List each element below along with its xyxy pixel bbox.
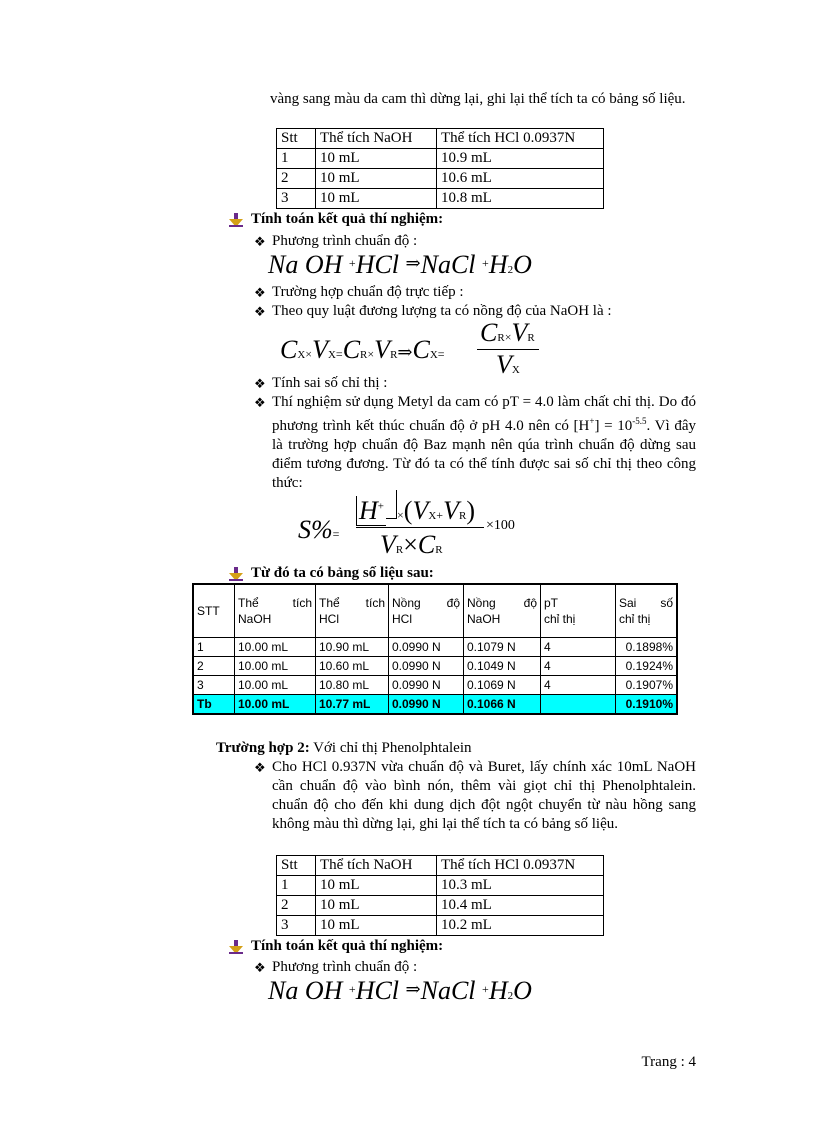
hdr-word: HCl [392,612,412,626]
table-cell: 0.1910% [616,695,678,715]
f-c: C [417,530,436,559]
f-sub: X [327,349,336,361]
table-cell: 0.1898% [616,638,678,657]
diamond-bullet-icon: ❖ [254,960,266,975]
result-header [389,584,464,638]
f-paren: ( [403,496,413,525]
eq-h: H [488,250,508,279]
f-v: V [443,496,459,525]
arrow-bullet-icon [228,212,244,228]
f-sub: X [297,349,306,361]
eq-na: Na [268,250,299,279]
table-cell: 1 [193,638,235,657]
f-sub: R [395,544,404,556]
table-row [277,149,604,169]
f-times: × [504,330,512,344]
f-sub: R [390,349,398,361]
arrow-bullet-icon [228,566,244,582]
table-cell: 10.3 mL [437,876,604,896]
eq-plus: + [482,256,489,270]
table-cell: Tb [193,695,235,715]
table-cell: 2 [193,657,235,676]
table-cell: 3 [277,916,316,936]
table-cell: 10.6 mL [437,169,604,189]
table-cell: 10 mL [316,169,437,189]
table-row [193,676,677,695]
table-cell: 4 [541,657,616,676]
eq-nacl: NaCl [420,976,476,1005]
volume-table-1 [276,128,604,209]
text-run: Thí nghiệm sử dụng Metyl da cam có pT = 4.0 làm chất chỉ thị. Do đó phương trình kết thúc chuẩn độ ở pH 4.0 nên có [H [272,394,696,434]
f-s: S% [298,515,333,544]
table-header: Stt [277,856,316,876]
f-sub: X [511,364,520,376]
table-cell: 10.60 mL [316,657,389,676]
f-eq: = [437,347,445,361]
bullet-text: Trường hợp chuẩn độ trực tiếp : [272,284,464,300]
table-cell: 10.00 mL [235,638,316,657]
hdr-word: pT [544,596,559,610]
eq-na: Na [268,976,299,1005]
hdr-word: tích [292,596,312,610]
hdr-word: chỉ thị [544,612,576,626]
table-cell: 10 mL [316,896,437,916]
hdr-word: tích [365,596,385,610]
table-row [277,896,604,916]
table-cell: 0.1079 N [464,638,541,657]
table-cell: 2 [277,896,316,916]
hdr-word: Nồng [467,596,496,610]
bullet-text: Phương trình chuẩn độ : [272,233,418,249]
eq-arrow: ⇒ [405,979,421,999]
section-heading-calc [228,211,443,228]
eq-arrow: ⇒ [405,253,421,273]
eq-plus: + [482,982,489,996]
eq-nacl: NaCl [420,250,476,279]
error-paragraph [272,393,696,493]
hdr-word: NaOH [467,612,501,626]
table-cell: 0.1907% [616,676,678,695]
table-row [277,189,604,209]
table-cell: 10.2 mL [437,916,604,936]
intro-text: vàng sang màu da cam thì dừng lại, ghi lại thể tích ta có bảng số liệu. [270,91,686,107]
table-cell: 4 [541,676,616,695]
table-cell: 0.1924% [616,657,678,676]
result-header [541,584,616,638]
hdr-word: Sai [619,596,637,610]
error-formula-numerator [356,490,475,526]
table-cell: 10.8 mL [437,189,604,209]
f-v: V [380,530,396,559]
case-label: Trường hợp 2: [216,740,310,756]
times-100: ×100 [486,518,515,533]
section-title: Tính toán kết quả thí nghiệm: [251,211,444,227]
hdr-word: độ [523,596,537,610]
case-text: Với chỉ thị Phenolphtalein [309,740,472,756]
page-number: Trang : 4 [641,1054,696,1070]
table-cell: 0.1049 N [464,657,541,676]
hdr-word: chỉ thị [619,612,651,626]
hdr-word: NaOH [238,612,272,626]
f-times: × [367,347,375,361]
f-times: × [403,530,418,559]
table-cell: 10.90 mL [316,638,389,657]
table-cell: 0.0990 N [389,657,464,676]
table-row [193,638,677,657]
table-cell: 3 [193,676,235,695]
table-cell: 3 [277,189,316,209]
table-header: Thể tích NaOH [316,856,437,876]
result-header [616,584,678,638]
eq-oh: OH [304,976,343,1005]
table-cell: 10 mL [316,189,437,209]
equivalence-formula [280,335,445,365]
table-row [277,169,604,189]
f-times: × [397,508,404,522]
table-header-row [277,856,604,876]
f-h: H [359,496,378,525]
table-cell: 0.0990 N [389,676,464,695]
table-row [193,657,677,676]
eq-hcl: HCl [355,250,400,279]
eq-sub: 2 [507,990,514,1002]
f-v: V [374,335,391,364]
reaction-equation-2 [268,976,532,1006]
f-sup: + [377,500,384,513]
eq-oh: OH [304,250,343,279]
volume-table-2 [276,855,604,936]
bullet-direct [254,283,696,302]
f-c: C [342,335,361,364]
hdr-word: độ [446,596,460,610]
hdr-word: Thể [319,596,340,610]
table-cell: 10 mL [316,916,437,936]
table-cell: 10.00 mL [235,657,316,676]
f-times: × [305,347,313,361]
f-arrow: ⇒ [397,342,413,362]
eq-sub: 2 [507,264,514,276]
bullet-equation-2 [254,958,696,977]
eq-plus: + [348,256,356,270]
table-cell: 4 [541,638,616,657]
f-c: C [412,335,430,364]
eq-o: O [513,976,532,1005]
table-cell: 10.80 mL [316,676,389,695]
diamond-bullet-icon: ❖ [254,760,266,775]
table-cell: 10.4 mL [437,896,604,916]
f-sub: R [435,544,443,556]
arrow-bullet-icon [228,939,244,955]
table-header: Thể tích HCl 0.0937N [437,129,604,149]
result-table [192,583,678,715]
eq-plus: + [348,982,356,996]
average-row [193,695,677,715]
table-cell: 10.77 mL [316,695,389,715]
diamond-bullet-icon: ❖ [254,376,266,391]
hdr-word: số [660,596,673,610]
table-row [277,916,604,936]
table-cell: 0.1069 N [464,676,541,695]
eq-o: O [513,250,532,279]
result-header-row [193,584,677,638]
result-header: STT [193,584,235,638]
fraction-bar [356,527,484,528]
section-title: Tính toán kết quả thí nghiệm: [251,938,444,954]
error-formula-lhs [298,515,339,545]
bullet-text: Theo quy luật đương lượng ta có nồng độ của NaOH là : [272,303,612,319]
f-c: C [280,335,298,364]
f-v: V [312,335,328,364]
error-formula-denominator [380,530,443,560]
bracket-h [356,496,386,526]
table-cell: 10 mL [316,149,437,169]
result-header [464,584,541,638]
table-cell: 10.00 mL [235,695,316,715]
table-row [277,876,604,896]
diamond-bullet-icon: ❖ [254,285,266,300]
text-run: . Vì đây là trường hợp chuẩn độ Baz mạnh nên qúa trình chuẩn độ dừng sau điểm tương đương. Từ đó ta có thể tính được sai số chỉ thị theo công thức: [272,418,696,491]
bullet-error-detail [254,393,696,493]
section-title: Từ đó ta có bảng số liệu sau: [251,565,434,581]
hdr-word: Thể [238,596,259,610]
diamond-bullet-icon: ❖ [254,304,266,319]
reaction-equation [268,250,532,280]
result-header [316,584,389,638]
table-cell: 0.1066 N [464,695,541,715]
f-sub: R [497,332,505,344]
bullet-rule [254,302,696,321]
table-cell: 1 [277,876,316,896]
bullet-error [254,374,696,393]
table-header: Thể tích HCl 0.0937N [437,856,604,876]
table-header: Stt [277,129,316,149]
text-sup: + [589,416,595,426]
eq-hcl: HCl [355,976,400,1005]
result-header [235,584,316,638]
bracket-right [386,490,397,519]
bullet-text: Cho HCl 0.937N vừa chuẩn độ và Buret, lấy chính xác 10mL NaOH cần chuẩn độ vào bình nón, thêm vài giọt chỉ thị Phenolphtalein. chuẩn độ cho đến khi dung dịch đột ngột chuyển từ nàu hồng sang không màu thì dừng lại, ghi lại thể tích ta có bảng số liệu. [272,759,696,832]
bullet-text: Phương trình chuẩn độ : [272,959,418,975]
section-heading-table [228,565,434,582]
table-cell: 10.00 mL [235,676,316,695]
eq-h: H [488,976,508,1005]
table-cell: 2 [277,169,316,189]
f-sub: X [429,349,438,361]
f-sub: R [527,332,535,344]
f-v: V [511,318,528,347]
diamond-bullet-icon: ❖ [254,395,266,410]
f-sub: R [360,349,368,361]
f-plus: + [436,508,444,522]
f-v: V [412,496,429,525]
table-cell [541,695,616,715]
f-v: V [496,350,512,379]
table-cell: 1 [277,149,316,169]
table-cell: 10.9 mL [437,149,604,169]
text-run: ] = 10 [594,418,633,434]
bullet-text: Tính sai số chỉ thị : [272,375,388,391]
f-sub: X [428,510,437,522]
f-eq: = [335,347,343,361]
hdr-word: Nồng [392,596,421,610]
section-heading-calc-2 [228,938,443,955]
f-c: C [480,318,498,347]
table-header-row [277,129,604,149]
case-2-heading [216,739,472,758]
f-eq: = [332,527,340,541]
table-header: Thể tích NaOH [316,129,437,149]
table-cell: 10 mL [316,876,437,896]
bullet-equation [254,232,696,251]
f-paren: ) [466,496,475,525]
text-sup: -5.5 [632,416,647,426]
fraction-numerator [480,318,535,348]
diamond-bullet-icon: ❖ [254,234,266,249]
table-cell: 0.0990 N [389,695,464,715]
table-cell: 0.0990 N [389,638,464,657]
hdr-word: HCl [319,612,339,626]
f-sub: R [458,510,467,522]
bullet-case-2 [254,758,696,834]
